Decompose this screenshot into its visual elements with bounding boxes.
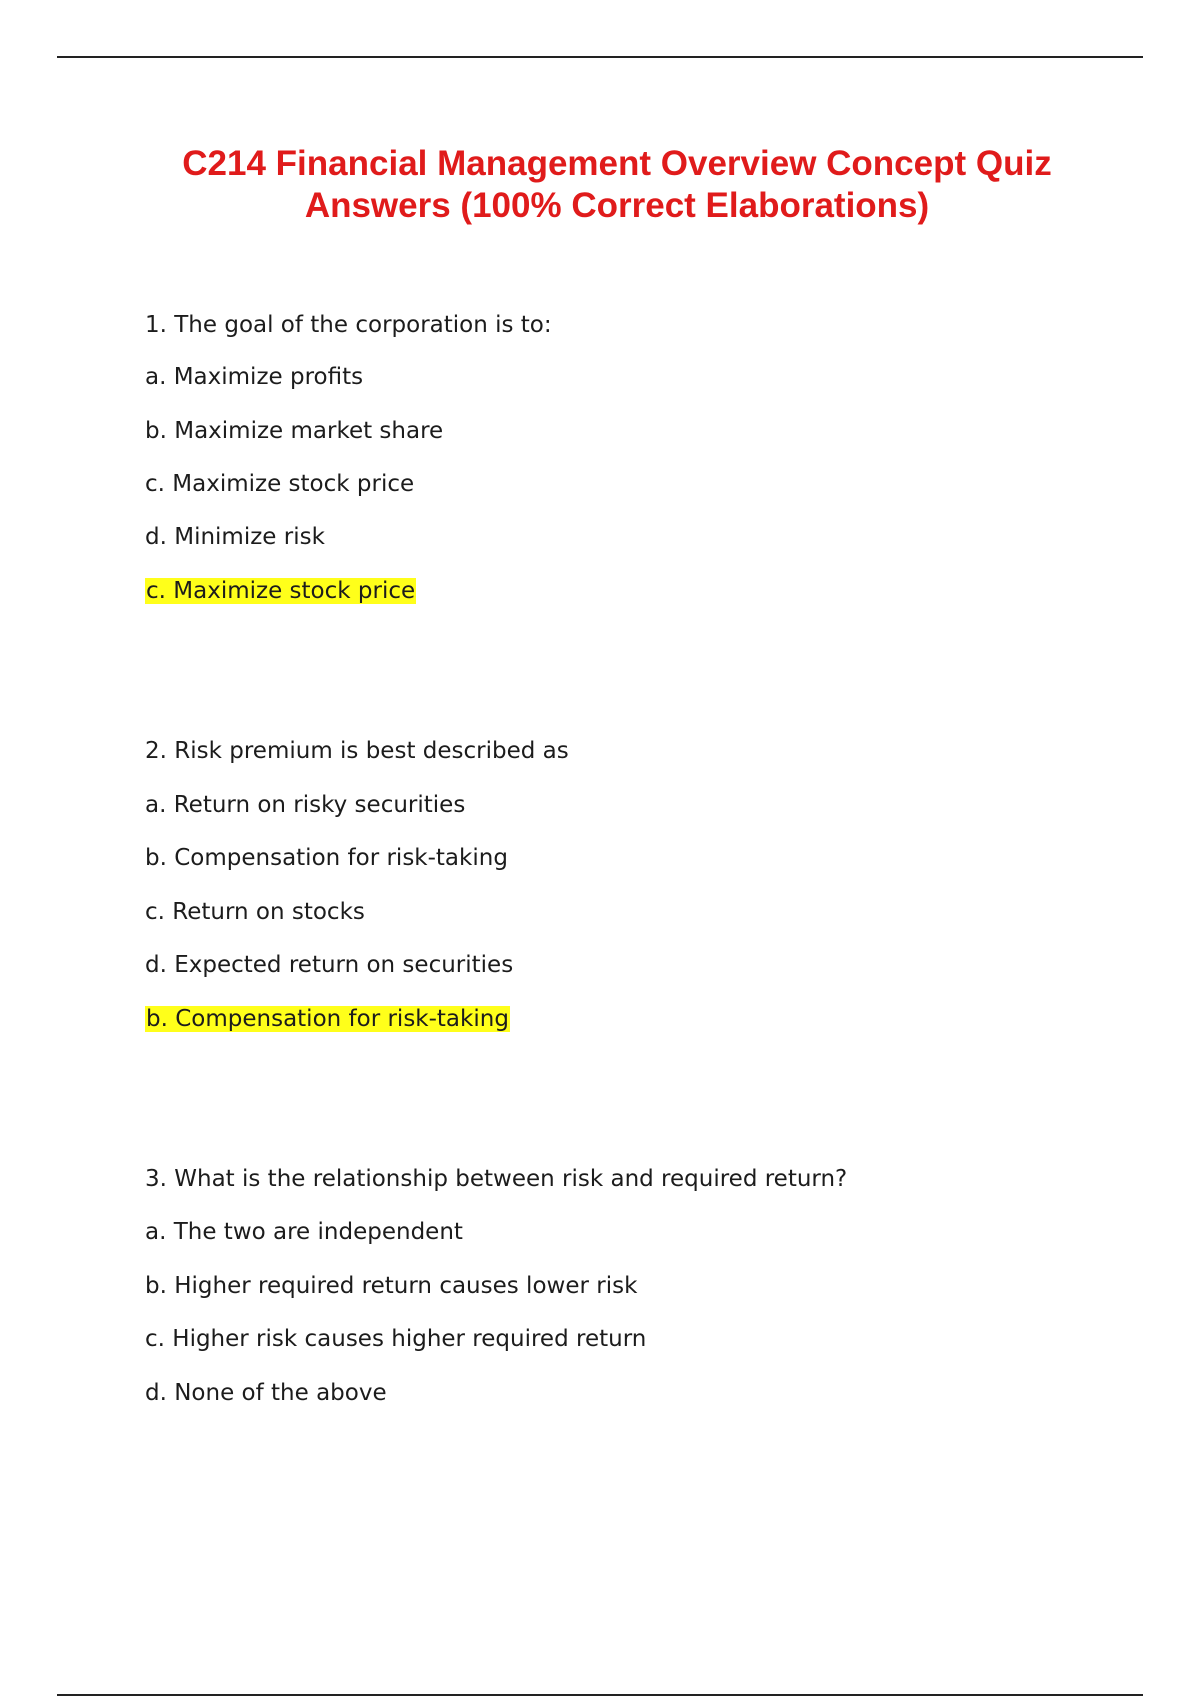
correct-answer: b. Compensation for risk-taking [146, 1006, 509, 1032]
top-rule [57, 56, 1143, 58]
title-line-1: C214 Financial Management Overview Concept Quiz [182, 144, 1052, 183]
title-line-2: Answers (100% Correct Elaborations) [304, 186, 930, 225]
option-b: b. Higher required return causes lower risk [145, 1273, 638, 1299]
question-prompt: 2. Risk premium is best described as [145, 738, 569, 764]
option-a: a. Return on risky securities [145, 792, 466, 818]
option-d: d. Minimize risk [145, 524, 325, 550]
option-d: d. None of the above [145, 1380, 387, 1406]
option-c: c. Return on stocks [145, 899, 365, 925]
document-title [57, 143, 1177, 227]
correct-answer-highlight [145, 576, 416, 606]
question-prompt: 3. What is the relationship between risk and required return? [145, 1166, 848, 1192]
option-d: d. Expected return on securities [145, 952, 514, 978]
option-a: a. The two are independent [145, 1219, 463, 1245]
option-a: a. Maximize profits [145, 364, 364, 390]
question-prompt: 1. The goal of the corporation is to: [145, 312, 552, 338]
option-c: c. Maximize stock price [145, 471, 415, 497]
option-b: b. Compensation for risk-taking [145, 845, 508, 871]
correct-answer: c. Maximize stock price [146, 578, 416, 604]
option-b: b. Maximize market share [145, 418, 444, 444]
bottom-rule [57, 1694, 1143, 1696]
option-c: c. Higher risk causes higher required return [145, 1326, 647, 1352]
correct-answer-highlight [145, 1004, 510, 1034]
